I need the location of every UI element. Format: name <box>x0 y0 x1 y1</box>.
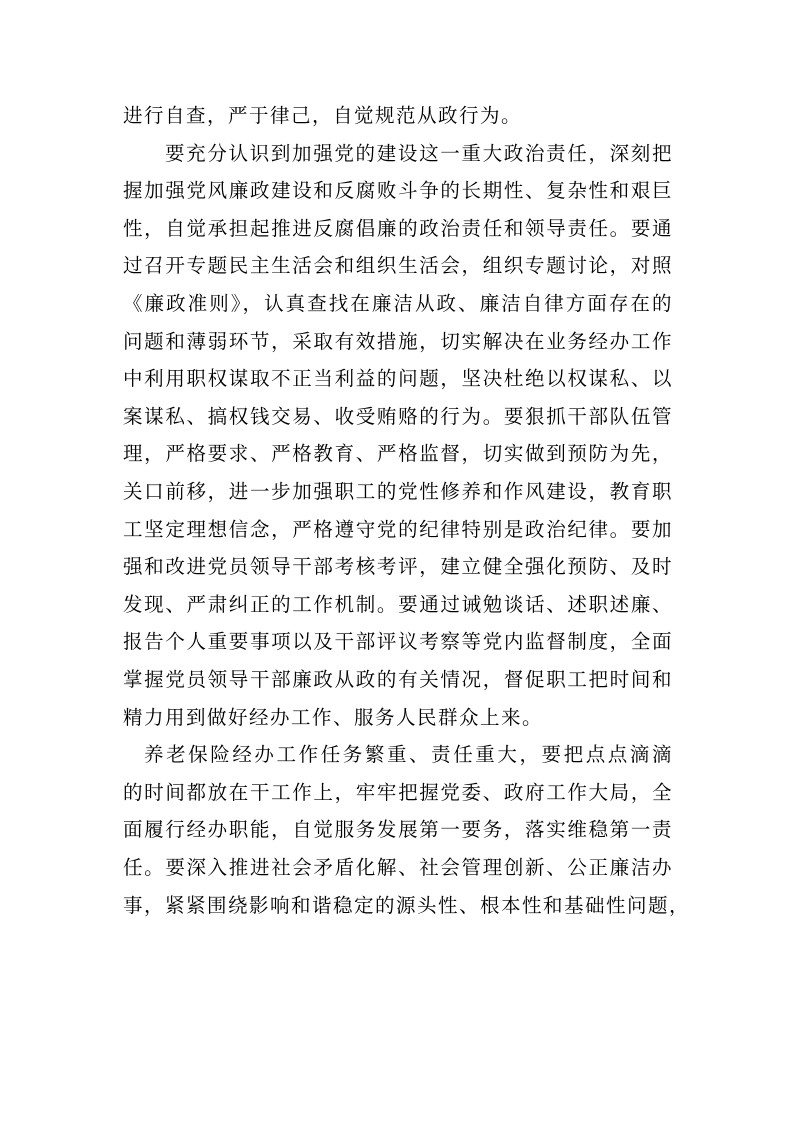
text-line: 进行自查，严于律己，自觉规范从政行为。 <box>123 104 523 127</box>
text-line: 的时间都放在干工作上，牢牢把握党委、政府工作大局，全 <box>123 780 673 804</box>
text-line: 面履行经办职能，自觉服务发展第一要务，落实维稳第一责 <box>123 818 673 842</box>
text-line: 理，严格要求、严格教育、严格监督，切实做到预防为先， <box>123 442 673 466</box>
text-line: 握加强党风廉政建设和反腐败斗争的长期性、复杂性和艰巨 <box>123 179 673 203</box>
text-line: 工坚定理想信念，严格遵守党的纪律特别是政治纪律。要加 <box>123 517 673 541</box>
paragraph-2 <box>123 135 673 737</box>
paragraph-1 <box>123 97 673 135</box>
text-line: 案谋私、搞权钱交易、收受贿赂的行为。要狠抓干部队伍管 <box>123 404 673 428</box>
text-line: 掌握党员领导干部廉政从政的有关情况，督促职工把时间和 <box>123 667 673 691</box>
text-line: 《廉政准则》，认真查找在廉洁从政、廉洁自律方面存在的 <box>123 291 673 315</box>
text-line: 问题和薄弱环节，采取有效措施，切实解决在业务经办工作 <box>123 329 673 353</box>
paragraph-3 <box>123 736 691 924</box>
text-line: 性，自觉承担起推进反腐倡廉的政治责任和领导责任。要通 <box>123 216 673 240</box>
text-line: 精力用到做好经办工作、服务人民群众上来。 <box>123 705 544 729</box>
text-line: 强和改进党员领导干部考核考评，建立健全强化预防、及时 <box>123 555 673 579</box>
text-line: 关口前移，进一步加强职工的党性修养和作风建设，教育职 <box>123 479 673 503</box>
text-line: 发现、严肃纠正的工作机制。要通过诫勉谈话、述职述廉、 <box>123 592 673 616</box>
text-line: 报告个人重要事项以及干部评议考察等党内监督制度，全面 <box>123 630 673 654</box>
text-line: 过召开专题民主生活会和组织生活会，组织专题讨论，对照 <box>123 254 673 278</box>
text-line: 事，紧紧围绕影响和谐稳定的源头性、根本性和基础性问题， <box>123 893 691 917</box>
text-line: 任。要深入推进社会矛盾化解、社会管理创新、公正廉洁办 <box>123 855 673 879</box>
text-line: 要充分认识到加强党的建设这一重大政治责任，深刻把 <box>165 141 673 165</box>
text-line: 养老保险经办工作任务繁重、责任重大，要把点点滴滴 <box>144 743 673 767</box>
text-line: 中利用职权谋取不正当利益的问题，坚决杜绝以权谋私、以 <box>123 367 673 391</box>
